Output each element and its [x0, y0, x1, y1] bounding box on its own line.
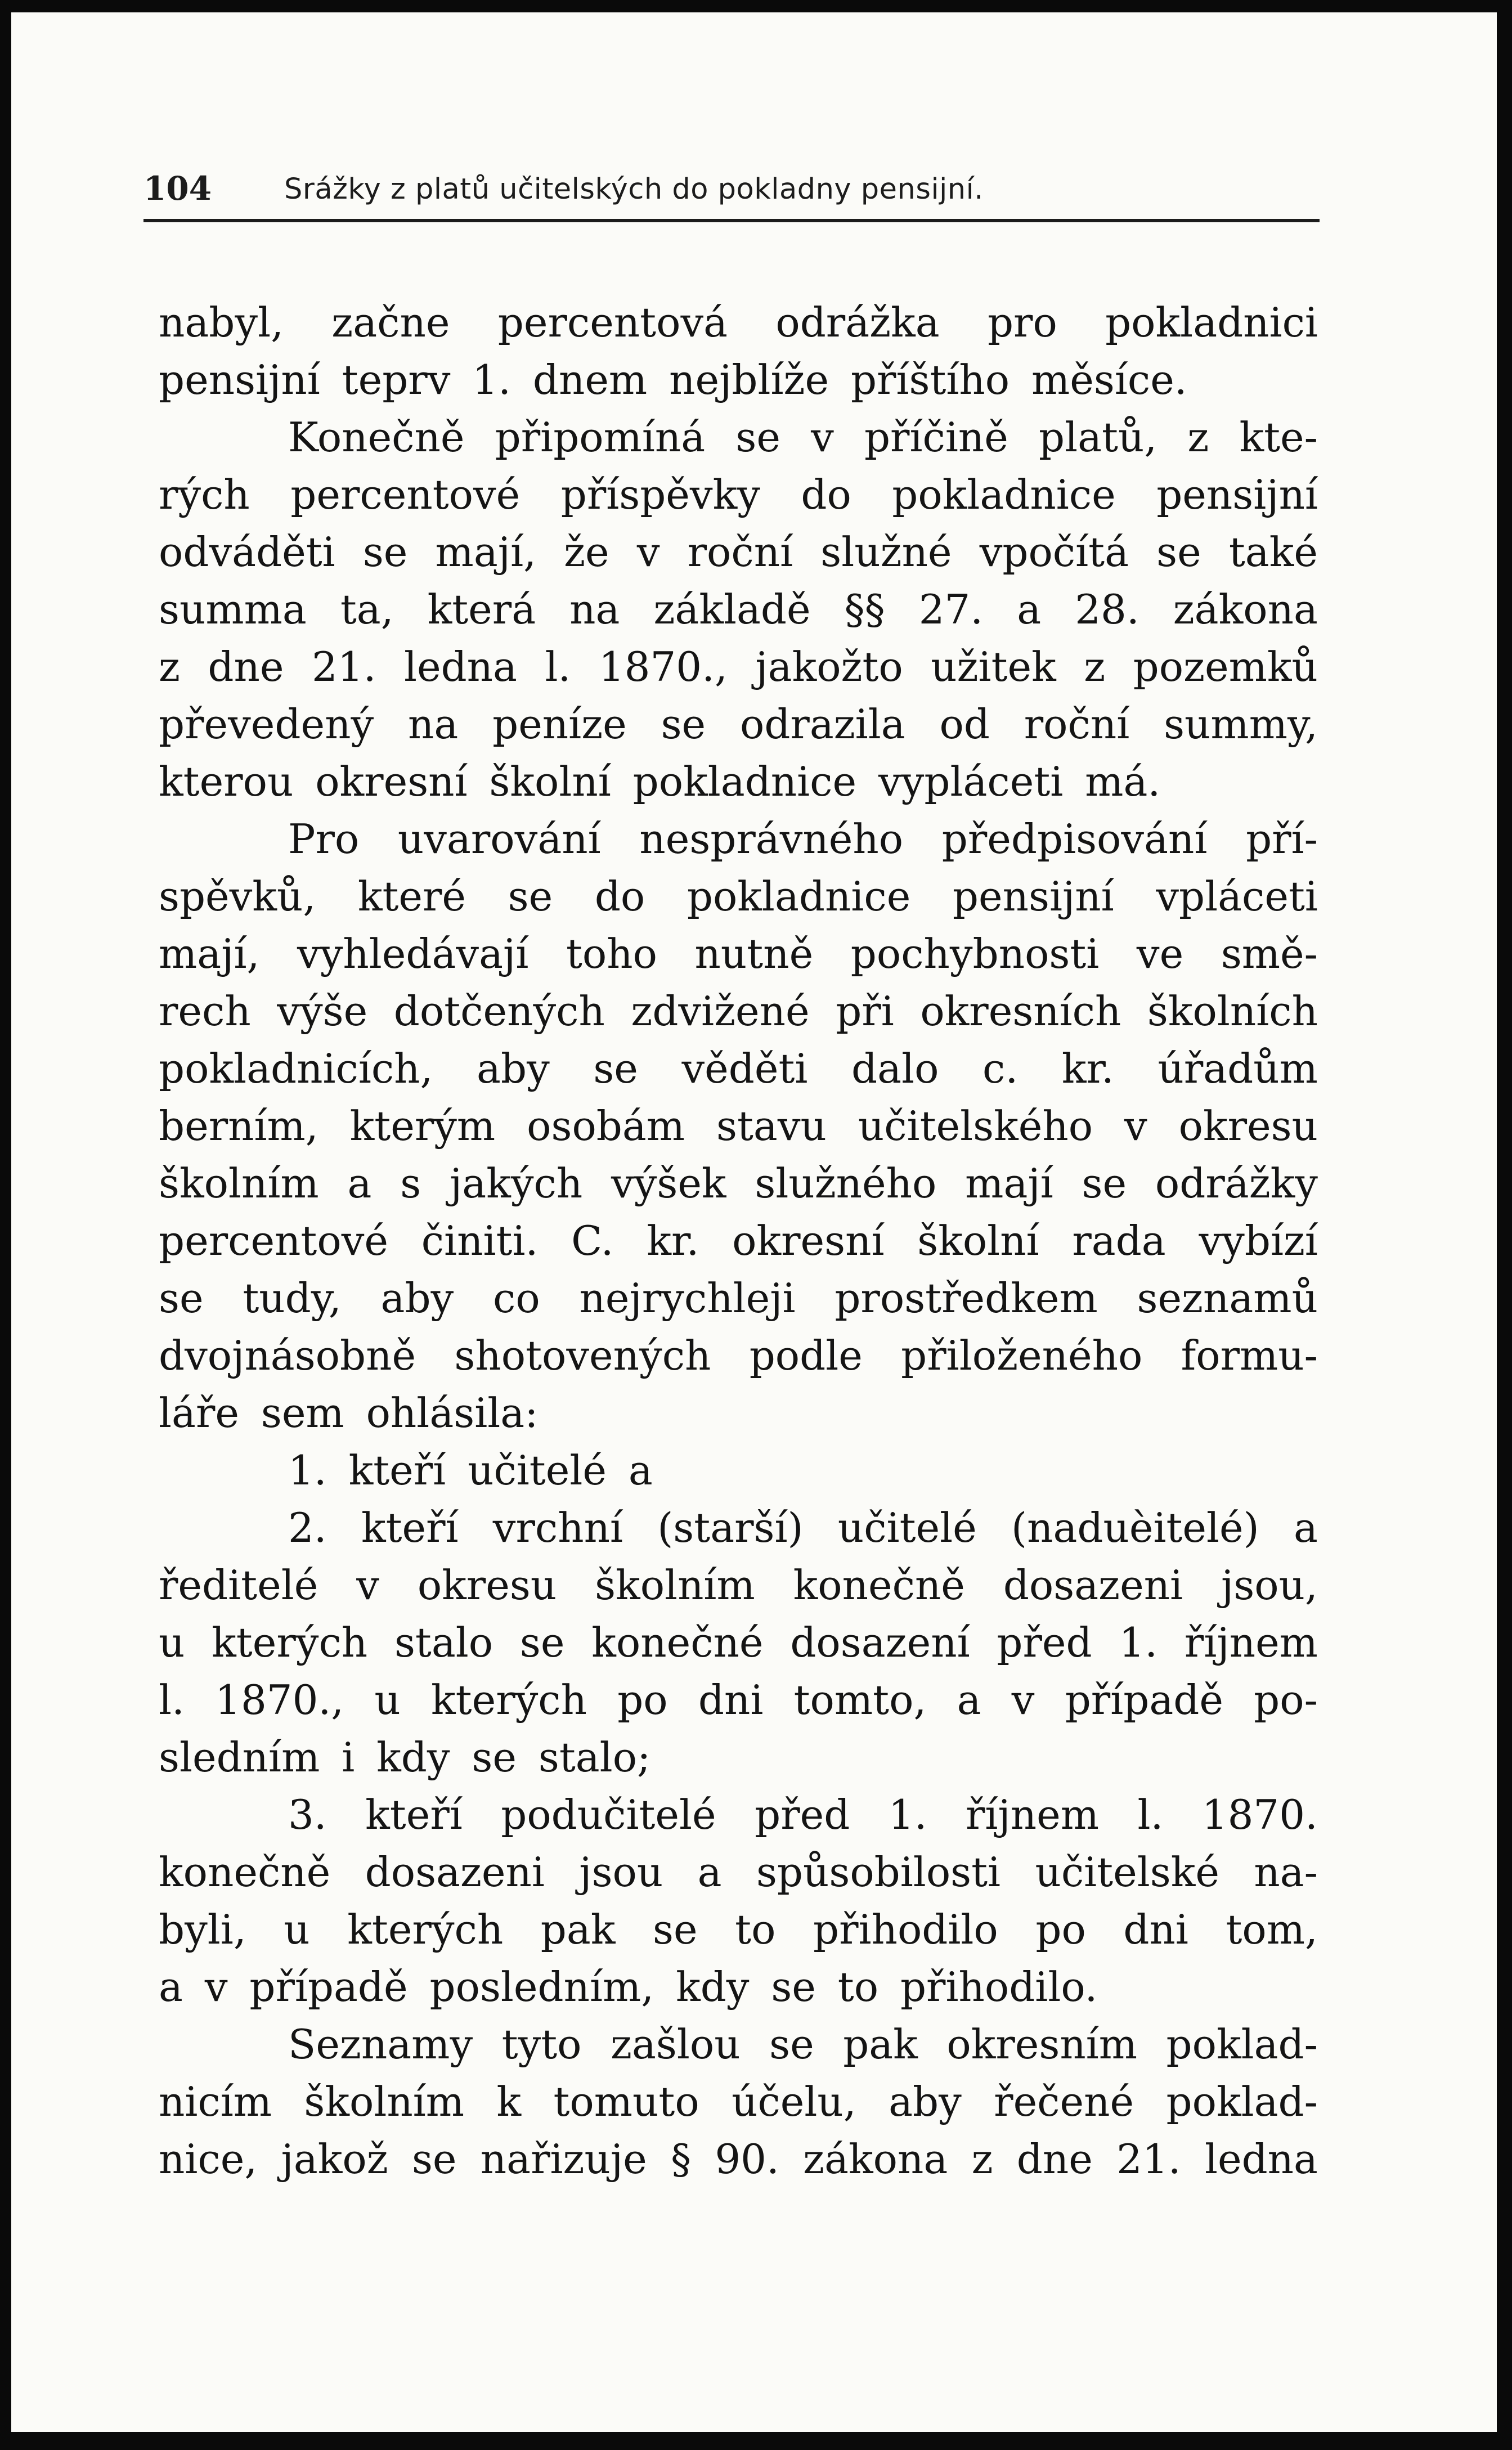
list-item: [159, 1499, 1318, 1786]
text-line: [159, 810, 1318, 868]
word: učitelské: [1035, 1848, 1219, 1896]
text-line: [159, 1901, 1318, 1958]
word: jakožto: [755, 643, 903, 690]
word: u: [159, 1619, 185, 1666]
word: uvarování: [397, 815, 601, 863]
word: a: [1293, 1504, 1318, 1551]
word: okresní: [732, 1217, 885, 1264]
word: co: [493, 1275, 540, 1322]
word: mají,: [435, 528, 536, 576]
text-line: [159, 638, 1318, 695]
word: říjnem: [965, 1791, 1099, 1838]
word: toho: [566, 930, 657, 977]
word: odrazila: [739, 701, 905, 748]
word: percentová: [497, 299, 728, 346]
word: od: [939, 701, 990, 748]
text-line: [159, 2130, 1318, 2188]
word: byli,: [159, 1906, 246, 1953]
word: školním: [304, 2078, 465, 2125]
running-title: Srážky z platů učitelských do pokladny pensijní.: [284, 173, 984, 206]
word: se: [1156, 528, 1201, 576]
text-line: [159, 1155, 1318, 1212]
word: se: [653, 1906, 698, 1953]
word: pensijní: [952, 873, 1114, 920]
word: okresu: [1178, 1102, 1318, 1150]
word: zákona: [1173, 586, 1318, 633]
word: před: [755, 1791, 850, 1838]
word: percentové: [290, 471, 521, 518]
word: aby: [477, 1045, 550, 1092]
word: se: [1082, 1160, 1127, 1207]
word: v: [636, 528, 660, 576]
word: vpláceti: [1156, 873, 1318, 920]
word: dne: [208, 643, 284, 690]
word: se: [593, 1045, 638, 1092]
word: která: [427, 586, 536, 633]
text-line: [159, 2016, 1318, 2073]
word: to: [735, 1906, 776, 1953]
word: ledna: [403, 643, 517, 690]
word: pozemků: [1133, 643, 1318, 690]
text-line: [159, 925, 1318, 982]
word: základě: [653, 586, 811, 633]
word: nabyl,: [159, 299, 284, 346]
word: okresu: [417, 1561, 557, 1609]
word: pak: [843, 2021, 918, 2068]
text-line: [159, 982, 1318, 1040]
word: aby: [380, 1275, 454, 1322]
word: tyto: [501, 2021, 582, 2068]
word: 21.: [311, 643, 376, 690]
word: prostředkem: [834, 1275, 1098, 1322]
word: ledna: [1204, 2135, 1318, 2183]
word: se: [159, 1275, 204, 1322]
word: roční: [1024, 701, 1130, 748]
word: předpisování: [941, 815, 1208, 863]
word: Konečně: [288, 414, 465, 461]
word: konečně: [793, 1561, 965, 1609]
word: kr.: [647, 1217, 699, 1264]
word: kr.: [1061, 1045, 1114, 1092]
word: vrchní: [492, 1504, 623, 1551]
word: c.: [982, 1045, 1019, 1092]
word: nařizuje: [480, 2135, 647, 2183]
word: kterých: [347, 1906, 504, 1953]
word: jsou: [579, 1848, 663, 1896]
text-line: [159, 581, 1318, 638]
word: dosazeni: [1003, 1561, 1183, 1609]
word: učitelé: [837, 1504, 977, 1551]
word: zdvižené: [631, 988, 810, 1035]
word: na-: [1254, 1848, 1318, 1896]
word: odváděti: [159, 528, 335, 576]
word: 28.: [1075, 586, 1139, 633]
text-line: [159, 1097, 1318, 1155]
word: pak: [540, 1906, 616, 1953]
page-header: [143, 161, 1320, 223]
text-line: [159, 868, 1318, 925]
word: 1870.: [1201, 1791, 1318, 1838]
word: školních: [1147, 988, 1318, 1035]
word: dvojnásobně: [159, 1332, 416, 1379]
text-line: [159, 409, 1318, 466]
word: tom,: [1226, 1906, 1318, 1953]
paragraph: [159, 2016, 1318, 2188]
body-text: [159, 294, 1318, 2188]
word: §: [671, 2135, 692, 2183]
word: 1.: [888, 1791, 927, 1838]
word: nutně: [694, 930, 814, 977]
word: poklad-: [1166, 2021, 1318, 2068]
word: rada: [1072, 1217, 1166, 1264]
word: ta,: [340, 586, 394, 633]
word: pokladnice: [892, 471, 1116, 518]
word: pensijní: [1156, 471, 1318, 518]
word: kterým: [349, 1102, 496, 1150]
word: Seznamy: [288, 2021, 473, 2068]
word: 21.: [1116, 2135, 1181, 2183]
word: platů,: [1038, 414, 1157, 461]
paragraph: [159, 409, 1318, 810]
word: připomíná: [495, 414, 706, 461]
text-line: [159, 523, 1318, 581]
word: účelu,: [732, 2078, 856, 2125]
word: řečené: [994, 2078, 1134, 2125]
word: podučitelé: [501, 1791, 716, 1838]
text-line: [159, 1843, 1318, 1901]
word: rých: [159, 471, 250, 518]
word: stalo: [394, 1619, 493, 1666]
word: 2.: [288, 1504, 327, 1551]
word: summy,: [1164, 701, 1318, 748]
word: formu-: [1181, 1332, 1318, 1379]
word: aby: [889, 2078, 962, 2125]
word: roční: [687, 528, 793, 576]
word: 3.: [288, 1791, 327, 1838]
word: se: [362, 528, 408, 576]
word: pokladnicích,: [159, 1045, 433, 1092]
word: školním: [595, 1561, 755, 1609]
word: kte-: [1239, 414, 1318, 461]
word: přihodilo: [813, 1906, 998, 1953]
text-line: [159, 695, 1318, 753]
word: v: [811, 414, 834, 461]
word: výšek: [611, 1160, 726, 1207]
word: dne: [1016, 2135, 1093, 2183]
word: věděti: [681, 1045, 808, 1092]
word: 1.: [1119, 1619, 1158, 1666]
word: kteří: [361, 1504, 459, 1551]
word: okresním: [946, 2021, 1137, 2068]
page-number: 104: [143, 169, 212, 208]
word: před: [997, 1619, 1092, 1666]
word: které: [357, 873, 466, 920]
text-line: 1. kteří učitelé a: [288, 1447, 653, 1494]
word: přiloženého: [901, 1332, 1143, 1379]
word: po-: [1254, 1676, 1318, 1724]
word: poklad-: [1166, 2078, 1318, 2125]
word: mají,: [159, 930, 260, 977]
word: konečně: [159, 1848, 331, 1896]
word: k: [496, 2078, 522, 2125]
word: užitek: [931, 643, 1056, 690]
word: kterých: [431, 1676, 587, 1724]
word: l.: [159, 1676, 185, 1724]
word: se: [661, 701, 706, 748]
word: summa: [159, 586, 307, 633]
word: se: [735, 414, 780, 461]
word: u: [284, 1906, 310, 1953]
word: dotčených: [393, 988, 605, 1035]
word: a: [957, 1676, 981, 1724]
word: 90.: [715, 2135, 779, 2183]
word: podle: [749, 1332, 863, 1379]
word: vybízí: [1199, 1217, 1318, 1264]
word: dni: [698, 1676, 764, 1724]
word: a: [347, 1160, 372, 1207]
word: nejrychleji: [579, 1275, 796, 1322]
word: příčině: [864, 414, 1008, 461]
word: l.: [545, 643, 571, 690]
word: na: [569, 586, 620, 633]
word: úřadům: [1157, 1045, 1318, 1092]
word: 1870.,: [215, 1676, 344, 1724]
word: okresních: [920, 988, 1121, 1035]
paragraph: [159, 294, 1318, 409]
word: seznamů: [1137, 1275, 1318, 1322]
word: pokladnici: [1105, 299, 1318, 346]
header-rule: [143, 219, 1320, 222]
word: pokladnice: [687, 873, 911, 920]
word: vpočítá: [979, 528, 1129, 576]
word: po: [1035, 1906, 1086, 1953]
book-page: [11, 12, 1497, 2432]
word: dni: [1123, 1906, 1188, 1953]
word: 1870.,: [598, 643, 728, 690]
word: percentové: [159, 1217, 388, 1264]
text-line: [159, 1556, 1318, 1614]
word: nicím: [159, 2078, 272, 2125]
word: peníze: [492, 701, 627, 748]
word: kterých: [212, 1619, 368, 1666]
word: začne: [331, 299, 450, 346]
word: výše: [277, 988, 368, 1035]
word: vyhledávají: [297, 930, 529, 977]
word: při: [836, 988, 894, 1035]
word: v: [356, 1561, 379, 1609]
text-line: [159, 2073, 1318, 2130]
word: na: [407, 701, 459, 748]
word: nesprávného: [639, 815, 904, 863]
word: spůsobilosti: [756, 1848, 1001, 1896]
text-line: [159, 1614, 1318, 1671]
word: jakých: [449, 1160, 583, 1207]
word: odrážka: [775, 299, 940, 346]
word: také: [1228, 528, 1318, 576]
word: v: [1124, 1102, 1147, 1150]
word: (naduèitelé): [1011, 1504, 1259, 1551]
word: dosazení: [790, 1619, 970, 1666]
word: se: [519, 1619, 565, 1666]
word: z: [159, 643, 180, 690]
word: zašlou: [611, 2021, 741, 2068]
word: jakož: [281, 2135, 388, 2183]
word: osobám: [527, 1102, 685, 1150]
word: z: [1084, 643, 1106, 690]
word: stavu: [716, 1102, 827, 1150]
word: konečné: [591, 1619, 764, 1666]
word: l.: [1137, 1791, 1164, 1838]
word: případě: [1065, 1676, 1223, 1724]
word: se: [769, 2021, 814, 2068]
word: 27.: [918, 586, 984, 633]
word: se: [508, 873, 553, 920]
word: a: [697, 1848, 722, 1896]
text-line: pensijní teprv 1. dnem nejblíže příštího měsíce.: [159, 356, 1187, 403]
paragraph: [159, 810, 1318, 1442]
word: §§: [844, 586, 885, 633]
word: s: [400, 1160, 421, 1207]
word: služného: [755, 1160, 937, 1207]
word: v: [1011, 1676, 1035, 1724]
text-line: a v případě posledním, kdy se to přihodilo.: [159, 1963, 1098, 2011]
word: do: [594, 873, 645, 920]
word: spěvků,: [159, 873, 316, 920]
word: po: [617, 1676, 668, 1724]
word: smě-: [1221, 930, 1318, 977]
word: C.: [571, 1217, 614, 1264]
list-item: [159, 1442, 1318, 1499]
word: nice,: [159, 2135, 258, 2183]
word: jsou,: [1221, 1561, 1318, 1609]
word: z: [971, 2135, 993, 2183]
word: pří-: [1246, 815, 1318, 863]
word: služné: [820, 528, 952, 576]
word: a: [1017, 586, 1042, 633]
word: Pro: [288, 815, 360, 863]
word: se: [411, 2135, 457, 2183]
text-line: sledním i kdy se stalo;: [159, 1734, 651, 1781]
text-line: kterou okresní školní pokladnice vypláceti má.: [159, 758, 1161, 805]
text-line: [159, 1499, 1318, 1556]
word: školním: [159, 1160, 319, 1207]
word: (starší): [657, 1504, 804, 1551]
text-line: [159, 466, 1318, 523]
text-line: [159, 1269, 1318, 1327]
word: dalo: [851, 1045, 939, 1092]
text-line: [159, 294, 1318, 351]
word: tomuto: [553, 2078, 699, 2125]
word: školní: [917, 1217, 1039, 1264]
word: pro: [987, 299, 1057, 346]
word: kteří: [365, 1791, 463, 1838]
text-line: [159, 1327, 1318, 1384]
word: odrážky: [1155, 1160, 1318, 1207]
word: příspěvky: [560, 471, 760, 518]
text-line: [159, 1671, 1318, 1729]
word: pochybnosti: [850, 930, 1100, 977]
word: tomto,: [793, 1676, 927, 1724]
list-item: [159, 1786, 1318, 2016]
word: berním,: [159, 1102, 318, 1150]
word: mají: [965, 1160, 1053, 1207]
word: do: [801, 471, 851, 518]
word: z: [1187, 414, 1209, 461]
text-line: [159, 1786, 1318, 1843]
word: shotovených: [454, 1332, 711, 1379]
word: učitelského: [858, 1102, 1093, 1150]
word: u: [374, 1676, 401, 1724]
word: zákona: [803, 2135, 948, 2183]
word: převedený: [159, 701, 374, 748]
word: že: [564, 528, 609, 576]
word: rech: [159, 988, 251, 1035]
word: říjnem: [1184, 1619, 1318, 1666]
text-line: láře sem ohlásila:: [159, 1389, 539, 1437]
word: ředitelé: [159, 1561, 318, 1609]
word: ve: [1136, 930, 1184, 977]
word: činiti.: [421, 1217, 539, 1264]
word: tudy,: [243, 1275, 342, 1322]
word: dosazeni: [365, 1848, 545, 1896]
text-line: [159, 1040, 1318, 1097]
text-line: [159, 1212, 1318, 1269]
